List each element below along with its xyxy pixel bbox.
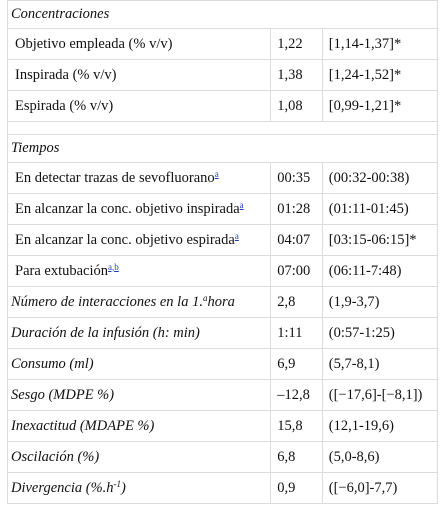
row-label-text: En alcanzar la conc. objetivo inspirada — [15, 200, 240, 217]
row-value: 1,08 — [271, 91, 323, 122]
table-row — [8, 411, 438, 442]
row-label: Consumo (ml) — [8, 349, 271, 380]
footnote-link[interactable]: a — [234, 230, 239, 241]
row-label — [8, 194, 271, 225]
row-label: Espirada (% v/v) — [8, 91, 271, 122]
footnote-link[interactable]: a,b — [108, 261, 119, 272]
table-row — [8, 29, 438, 60]
table-row — [8, 194, 438, 225]
row-label — [8, 163, 271, 194]
row-label: Sesgo (MDPE %) — [8, 380, 271, 411]
row-value: 00:35 — [271, 163, 323, 194]
table-row — [8, 60, 438, 91]
row-range: [03:15-06:15]* — [322, 225, 437, 256]
row-value: 0,9 — [271, 473, 323, 504]
table-row — [8, 442, 438, 473]
section-header-concentraciones — [8, 1, 438, 29]
section-spacer — [8, 122, 438, 135]
row-label-text: En detectar trazas de sevofluorano — [15, 169, 215, 186]
table-row — [8, 287, 438, 318]
row-label: Objetivo empleada (% v/v) — [8, 29, 271, 60]
row-value: 01:28 — [271, 194, 323, 225]
row-label-text: En alcanzar la conc. objetivo espirada — [15, 231, 235, 248]
table-row — [8, 318, 438, 349]
row-value: 04:07 — [271, 225, 323, 256]
row-range: (0:57-1:25) — [322, 318, 437, 349]
row-label: Inexactitud (MDAPE %) — [8, 411, 271, 442]
table-row — [8, 91, 438, 122]
table-row — [8, 163, 438, 194]
row-value: 2,8 — [271, 287, 323, 318]
row-range: (06:11-7:48) — [322, 256, 437, 287]
row-range: [1,24-1,52]* — [322, 60, 437, 91]
row-range: (1,9-3,7) — [322, 287, 437, 318]
footnote-link[interactable]: a — [214, 168, 219, 179]
row-value: 1,22 — [271, 29, 323, 60]
row-range: (01:11-01:45) — [322, 194, 437, 225]
row-label-text: Para extubación — [15, 262, 109, 279]
row-range: (5,0-8,6) — [322, 442, 437, 473]
footnote-link[interactable]: a — [239, 199, 244, 210]
row-label: Inspirada (% v/v) — [8, 60, 271, 91]
row-range: (00:32-00:38) — [322, 163, 437, 194]
table-row — [8, 380, 438, 411]
row-value: 1:11 — [271, 318, 323, 349]
row-range: [1,14-1,37]* — [322, 29, 437, 60]
section-title: Concentraciones — [8, 1, 438, 29]
row-value: 1,38 — [271, 60, 323, 91]
row-label: Oscilación (%) — [8, 442, 271, 473]
section-title: Tiempos — [8, 135, 438, 163]
row-range: (5,7-8,1) — [322, 349, 437, 380]
row-label: Divergencia $(\%.h^{-1})$ — [8, 473, 271, 504]
row-label: Número de interacciones en la 1.$^a$hora — [8, 287, 271, 318]
row-range: ([−6,0]-7,7) — [322, 473, 437, 504]
section-header-tiempos — [8, 135, 438, 163]
row-label — [8, 225, 271, 256]
table-row — [8, 256, 438, 287]
table-row — [8, 225, 438, 256]
row-label: Duración de la infusión (h: min) — [8, 318, 271, 349]
table-row — [8, 473, 438, 504]
table-row — [8, 349, 438, 380]
row-value: 6,9 — [271, 349, 323, 380]
row-value: 15,8 — [271, 411, 323, 442]
row-range: (12,1-19,6) — [322, 411, 437, 442]
row-value: –12,8 — [271, 380, 323, 411]
row-value: 07:00 — [271, 256, 323, 287]
row-range: ([−17,6]-[−8,1]) — [322, 380, 437, 411]
row-range: [0,99-1,21]* — [322, 91, 437, 122]
results-table — [7, 0, 438, 504]
row-value: 6,8 — [271, 442, 323, 473]
row-label — [8, 256, 271, 287]
